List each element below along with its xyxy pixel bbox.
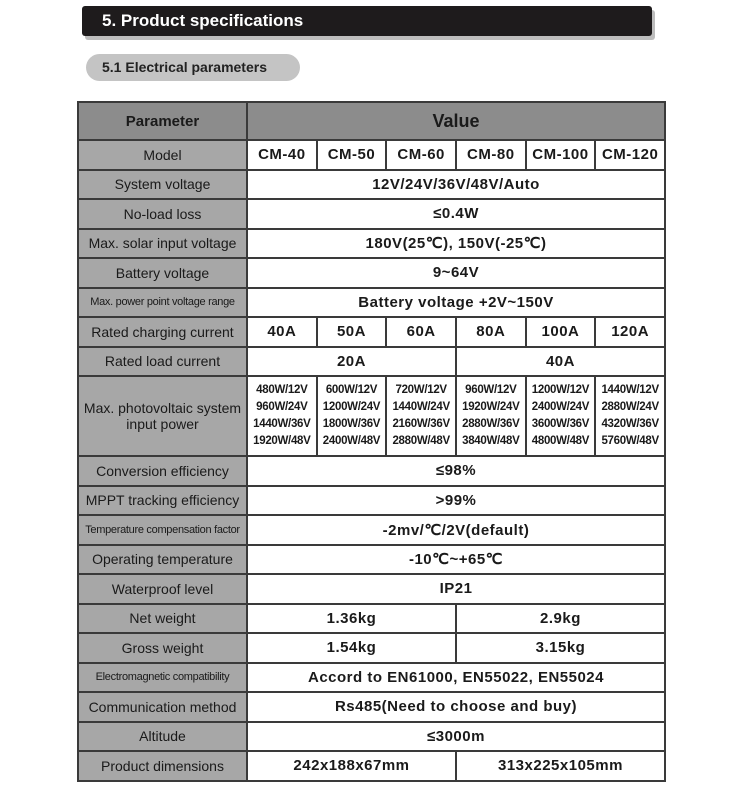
value-cell: 60A <box>386 317 456 347</box>
table-row <box>78 751 665 781</box>
value-cell: 2.9kg <box>456 604 665 634</box>
value-cell: ≤3000m <box>247 722 665 752</box>
pv-line: 1800W/36V <box>322 418 381 430</box>
param-label: Gross weight <box>78 633 247 663</box>
param-label: Battery voltage <box>78 258 247 288</box>
param-label: Communication method <box>78 692 247 722</box>
pv-line: 1440W/36V <box>253 418 311 430</box>
table-row <box>78 604 665 634</box>
pv-line: 1440W/12V <box>601 384 659 396</box>
table-row <box>78 347 665 377</box>
pv-line: 2880W/36V <box>462 418 520 430</box>
table-row <box>78 376 665 456</box>
param-label: Max. power point voltage range <box>78 288 247 318</box>
electrical-parameters-table <box>77 101 666 782</box>
param-label: Operating temperature <box>78 545 247 575</box>
value-cell: 1.54kg <box>247 633 456 663</box>
pv-line: 960W/24V <box>256 401 308 413</box>
pv-line: 480W/12V <box>256 384 308 396</box>
param-label: Altitude <box>78 722 247 752</box>
param-label: System voltage <box>78 170 247 200</box>
param-label: Waterproof level <box>78 574 247 604</box>
param-label: Conversion efficiency <box>78 456 247 486</box>
value-cell: 9~64V <box>247 258 665 288</box>
pv-line: 2400W/24V <box>531 401 590 413</box>
table-row <box>78 199 665 229</box>
value-cell: 180V(25℃), 150V(-25℃) <box>247 229 665 259</box>
header-parameter: Parameter <box>78 102 247 140</box>
pv-power-cell <box>595 376 665 456</box>
model-cell: CM-120 <box>595 140 665 170</box>
pv-line: 1200W/12V <box>531 384 590 396</box>
table-row <box>78 456 665 486</box>
model-cell: CM-60 <box>386 140 456 170</box>
table-row <box>78 545 665 575</box>
section-title: 5. Product specifications <box>82 6 652 36</box>
pv-line: 4800W/48V <box>531 435 590 447</box>
table-row <box>78 722 665 752</box>
pv-line: 3840W/48V <box>462 435 520 447</box>
value-cell: 40A <box>456 347 665 377</box>
subsection-title: 5.1 Electrical parameters <box>86 54 300 81</box>
table-row <box>78 288 665 318</box>
value-cell: 100A <box>526 317 596 347</box>
param-label: MPPT tracking efficiency <box>78 486 247 516</box>
value-cell: ≤0.4W <box>247 199 665 229</box>
value-cell: 12V/24V/36V/48V/Auto <box>247 170 665 200</box>
param-label: Rated load current <box>78 347 247 377</box>
value-cell: 313x225x105mm <box>456 751 665 781</box>
value-cell: -10℃~+65℃ <box>247 545 665 575</box>
table-row <box>78 140 665 170</box>
param-label: Max. solar input voltage <box>78 229 247 259</box>
header-value: Value <box>247 102 665 140</box>
pv-line: 600W/12V <box>325 384 378 396</box>
value-cell: 40A <box>247 317 317 347</box>
pv-power-cell <box>317 376 387 456</box>
param-label: Electromagnetic compatibility <box>78 663 247 693</box>
param-label: Product dimensions <box>78 751 247 781</box>
table-row <box>78 170 665 200</box>
pv-line: 2400W/48V <box>322 435 381 447</box>
param-label: Model <box>78 140 247 170</box>
param-label: Net weight <box>78 604 247 634</box>
table-row <box>78 692 665 722</box>
pv-line: 2160W/36V <box>392 418 450 430</box>
model-cell: CM-80 <box>456 140 526 170</box>
value-cell: 80A <box>456 317 526 347</box>
table-row <box>78 229 665 259</box>
value-cell: IP21 <box>247 574 665 604</box>
pv-power-cell <box>386 376 456 456</box>
table-header-row <box>78 102 665 140</box>
param-label: Temperature compensation factor <box>78 515 247 545</box>
pv-line: 2880W/24V <box>601 401 659 413</box>
pv-line: 960W/12V <box>465 384 517 396</box>
value-cell: 50A <box>317 317 387 347</box>
value-cell: 3.15kg <box>456 633 665 663</box>
value-cell: 120A <box>595 317 665 347</box>
pv-power-cell <box>456 376 526 456</box>
model-cell: CM-50 <box>317 140 387 170</box>
pv-line: 1920W/24V <box>462 401 520 413</box>
table-row <box>78 486 665 516</box>
pv-power-cell <box>526 376 596 456</box>
table-row <box>78 515 665 545</box>
value-cell: -2mv/℃/2V(default) <box>247 515 665 545</box>
pv-line: 3600W/36V <box>531 418 590 430</box>
pv-line: 1200W/24V <box>322 401 381 413</box>
pv-line: 2880W/48V <box>392 435 450 447</box>
value-cell: Battery voltage +2V~150V <box>247 288 665 318</box>
model-cell: CM-100 <box>526 140 596 170</box>
value-cell: >99% <box>247 486 665 516</box>
pv-line: 4320W/36V <box>601 418 659 430</box>
pv-line: 5760W/48V <box>601 435 659 447</box>
table-row <box>78 574 665 604</box>
pv-power-cell <box>247 376 317 456</box>
param-label: Max. photovoltaic system input power <box>78 376 247 456</box>
value-cell: 20A <box>247 347 456 377</box>
pv-line: 1920W/48V <box>253 435 311 447</box>
table-row <box>78 317 665 347</box>
value-cell: Rs485(Need to choose and buy) <box>247 692 665 722</box>
param-label: No-load loss <box>78 199 247 229</box>
table-row <box>78 633 665 663</box>
param-label: Rated charging current <box>78 317 247 347</box>
value-cell: 242x188x67mm <box>247 751 456 781</box>
model-cell: CM-40 <box>247 140 317 170</box>
table-row <box>78 258 665 288</box>
value-cell: Accord to EN61000, EN55022, EN55024 <box>247 663 665 693</box>
table-row <box>78 663 665 693</box>
value-cell: 1.36kg <box>247 604 456 634</box>
pv-line: 1440W/24V <box>392 401 450 413</box>
value-cell: ≤98% <box>247 456 665 486</box>
pv-line: 720W/12V <box>395 384 447 396</box>
